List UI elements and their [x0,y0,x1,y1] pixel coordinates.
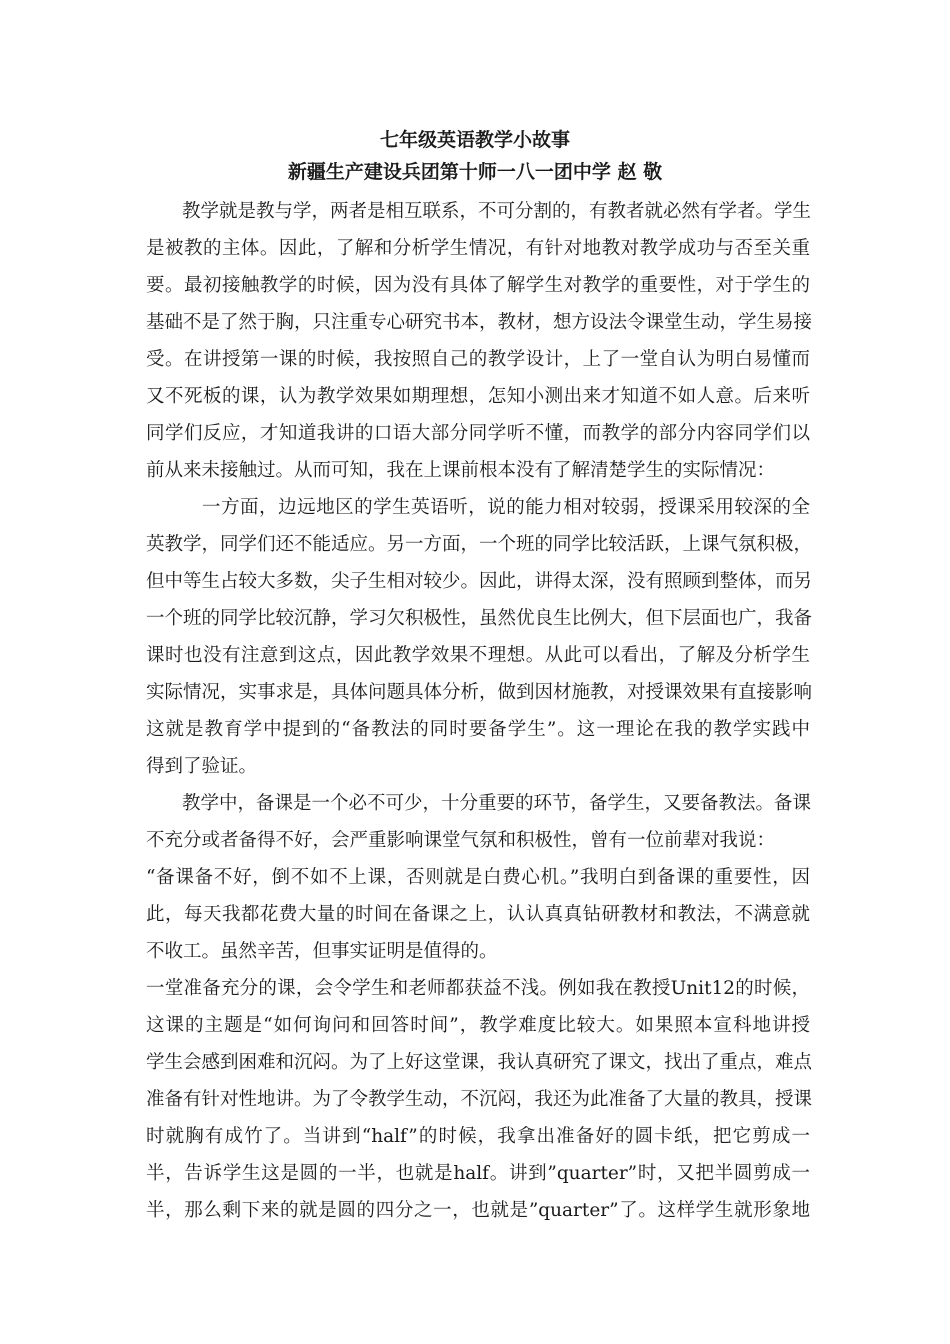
text-line: 前从来未接触过。从而可知，我在上课前根本没有了解清楚学生的实际情况： [146,460,776,481]
body-text [146,193,813,1229]
text-line: 一堂准备充分的课，会令学生和老师都获益不浅。例如我在教授Unit12的时候， [146,978,810,999]
text-line: 教学中，备课是一个必不可少，十分重要的环节，备学生，又要备教法。备课 [182,793,812,814]
text-line: 英教学，同学们还不能适应。另一方面，一个班的同学比较活跃，上课气氛积极， [146,534,813,555]
text-line: 此，每天我都花费大量的时间在备课之上，认认真真钻研教材和教法，不满意就 [146,904,810,925]
text-line: 是被教的主体。因此，了解和分析学生情况，有针对地教对教学成功与否至关重 [146,238,810,259]
document-title: 七年级英语教学小故事 [379,129,570,151]
text-line: 半，那么剩下来的就是圆的四分之一，也就是”quarter”了。这样学生就形象地 [146,1200,810,1221]
text-line: 又不死板的课，认为教学效果如期理想，怎知小测出来才知道不如人意。后来听 [146,386,810,407]
text-line: “备课备不好，倒不如不上课，否则就是白费心机。”我明白到备课的重要性，因 [146,867,810,888]
text-line: 不充分或者备得不好，会严重影响课堂气氛和积极性，曾有一位前辈对我说： [146,830,776,851]
text-line: 准备有针对性地讲。为了令教学生动，不沉闷，我还为此准备了大量的教具，授课 [146,1089,813,1110]
text-line: 一个班的同学比较沉静，学习欠积极性，虽然优良生比例大，但下层面也广，我备 [146,608,813,629]
text-line: 课时也没有注意到这点，因此教学效果不理想。从此可以看出，了解及分析学生 [146,645,810,666]
text-line: 时就胸有成竹了。当讲到“half”的时候，我拿出准备好的圆卡纸，把它剪成一 [146,1126,810,1147]
text-line: 基础不是了然于胸，只注重专心研究书本，教材，想方设法令课堂生动，学生易接 [146,312,813,333]
text-line: 实际情况，实事求是，具体问题具体分析，做到因材施教，对授课效果有直接影响 [146,682,813,703]
text-line: 半，告诉学生这是圆的一半，也就是half。讲到”quarter”时，又把半圆剪成一 [146,1163,810,1184]
text-line: 这课的主题是“如何询问和回答时间”，教学难度比较大。如果照本宣科地讲授 [146,1015,810,1036]
text-line: 教学就是教与学，两者是相互联系，不可分割的，有教者就必然有学者。学生 [182,201,812,222]
author-line: 新疆生产建设兵团第十师一八一团中学 赵 敬 [287,161,663,183]
text-line: 不收工。虽然辛苦，但事实证明是值得的。 [146,941,498,962]
text-line: 这就是教育学中提到的“备教法的同时要备学生”。这一理论在我的教学实践中 [146,719,810,740]
text-line: 学生会感到困难和沉闷。为了上好这堂课，我认真研究了课文，找出了重点，难点 [146,1052,813,1073]
text-line: 要。最初接触教学的时候，因为没有具体了解学生对教学的重要性，对于学生的 [146,275,810,296]
text-line: 同学们反应，才知道我讲的口语大部分同学听不懂，而教学的部分内容同学们以 [146,423,810,444]
text-line: 一方面，边远地区的学生英语听，说的能力相对较弱，授课采用较深的全 [202,497,810,518]
text-line: 但中等生占较大多数，尖子生相对较少。因此，讲得太深，没有照顾到整体，而另 [146,571,813,592]
text-line: 得到了验证。 [146,756,258,777]
text-line: 受。在讲授第一课的时候，我按照自己的教学设计，上了一堂自认为明白易懂而 [146,349,810,370]
